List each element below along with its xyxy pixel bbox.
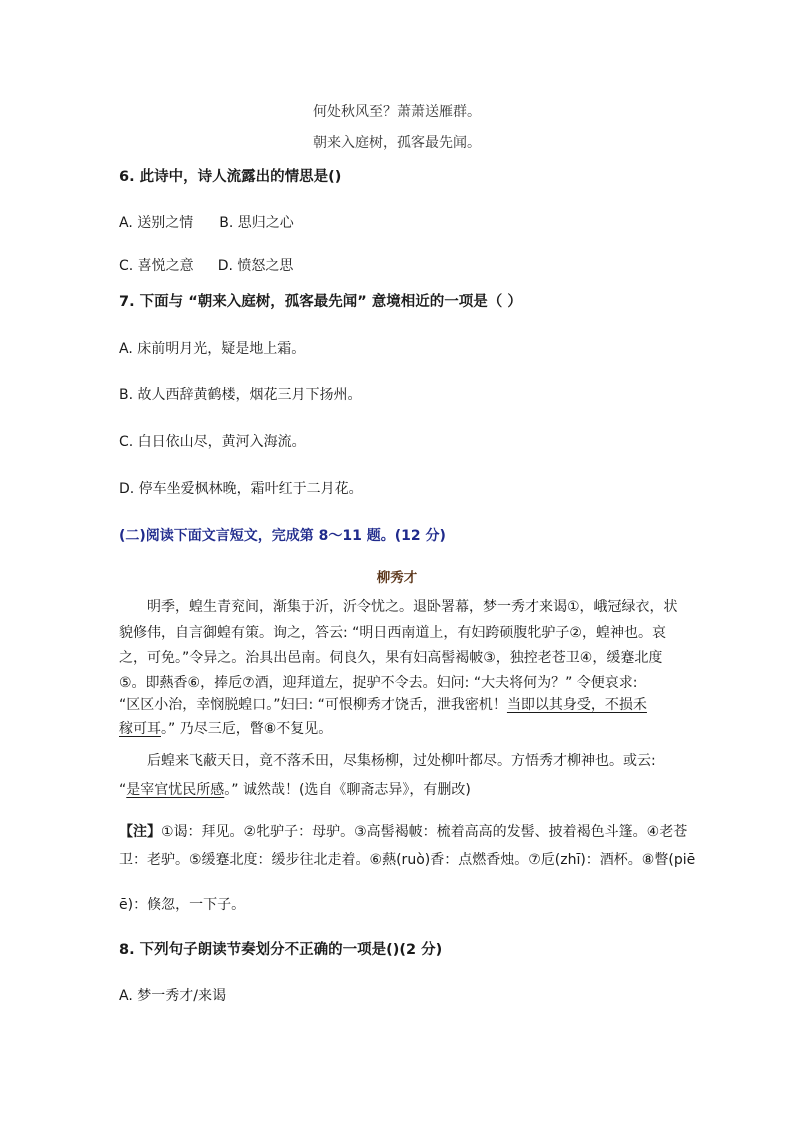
option-7d: D. 停车坐爱枫林晚，霜叶红于二月花。 [119, 481, 363, 497]
underlined-sentence-3: 是宰官忧民所感 [126, 782, 225, 798]
question-6-options-row-2 [119, 256, 293, 276]
question-6-stem: 6. 此诗中，诗人流露出的情思是() [119, 169, 342, 185]
passage-line-5-text: “区区小治，幸悯脱蝗口。”妇曰: “可恨柳秀才饶舌，泄我密机！ [119, 697, 507, 713]
question-6-options-row-1 [119, 213, 294, 233]
option-6b: B. 思归之心 [219, 215, 294, 231]
passage-line-3: 之，可免。”令异之。治具出邑南。伺良久，果有妇高髻褐帔③，独控老苍卫④，缓蹇北度 [119, 650, 663, 666]
open-quote: “ [119, 782, 127, 798]
notes-label: 【注】 [119, 824, 161, 840]
underlined-sentence-part-1: 当即以其身受，不损禾 [506, 697, 647, 713]
passage-line-1: 明季，蝗生青兖间，渐集于沂，沂令忧之。退卧署幕，梦一秀才来谒①，峨冠绿衣，状 [147, 599, 678, 615]
notes-text-1: ①谒：拜见。②牝驴子：母驴。③高髻褐帔：梳着高高的发髻、披着褐色斗篷。④老苍 [161, 824, 688, 840]
passage-line-6-text: 。” 乃尽三卮，瞥⑧不复见。 [161, 721, 333, 737]
passage-line-5 [119, 695, 647, 715]
question-8-stem: 8. 下列句子朗读节奏划分不正确的一项是()(2 分) [119, 942, 443, 958]
passage-line-6 [119, 719, 332, 739]
option-7c: C. 白日依山尽，黄河入海流。 [119, 434, 306, 450]
question-7-stem: 7. 下面与 “朝来入庭树，孤客最先闻” 意境相近的一项是（ ） [119, 294, 522, 310]
passage-line-8-text: 。” 诚然哉！(选自《聊斋志异》，有删改) [224, 782, 471, 798]
option-6a: A. 送别之情 [119, 215, 194, 231]
passage-line-7: 后蝗来飞蔽天日，竟不落禾田，尽集杨柳，过处柳叶都尽。方悟秀才柳神也。或云: [147, 753, 656, 769]
option-8a: A. 梦一秀才/来谒 [119, 988, 226, 1004]
option-6c: C. 喜悦之意 [119, 258, 194, 274]
notes-line-2: 卫：老驴。⑤缓蹇北度：缓步往北走着。⑥爇(ruò)香：点燃香烛。⑦卮(zhī)：酒杯。⑧瞥(piē [119, 852, 696, 868]
passage-line-8 [119, 780, 471, 800]
option-6d: D. 愤怒之思 [217, 258, 294, 274]
passage-title: 柳秀才 [376, 570, 418, 586]
option-7b: B. 故人西辞黄鹤楼，烟花三月下扬州。 [119, 387, 362, 403]
section-2-heading: (二)阅读下面文言短文，完成第 8～11 题。(12 分) [119, 528, 446, 544]
option-7a: A. 床前明月光，疑是地上霜。 [119, 341, 306, 357]
passage-line-2: 貌修伟，自言御蝗有策。询之，答云: “明日西南道上，有妇跨硕腹牝驴子②，蝗神也。哀 [119, 625, 666, 641]
poem-line-2: 朝来入庭树，孤客最先闻。 [313, 135, 481, 151]
poem-line-1: 何处秋风至？萧萧送雁群。 [313, 104, 481, 120]
passage-line-4: ⑤。即爇香⑥，捧卮⑦酒，迎拜道左，捉驴不令去。妇问: “大夫将何为？” 令便哀求: [119, 675, 638, 691]
notes-line-3: ē)：倏忽，一下子。 [119, 897, 246, 913]
notes-line-1 [119, 822, 687, 842]
underlined-sentence-part-2: 稼可耳 [119, 721, 161, 737]
